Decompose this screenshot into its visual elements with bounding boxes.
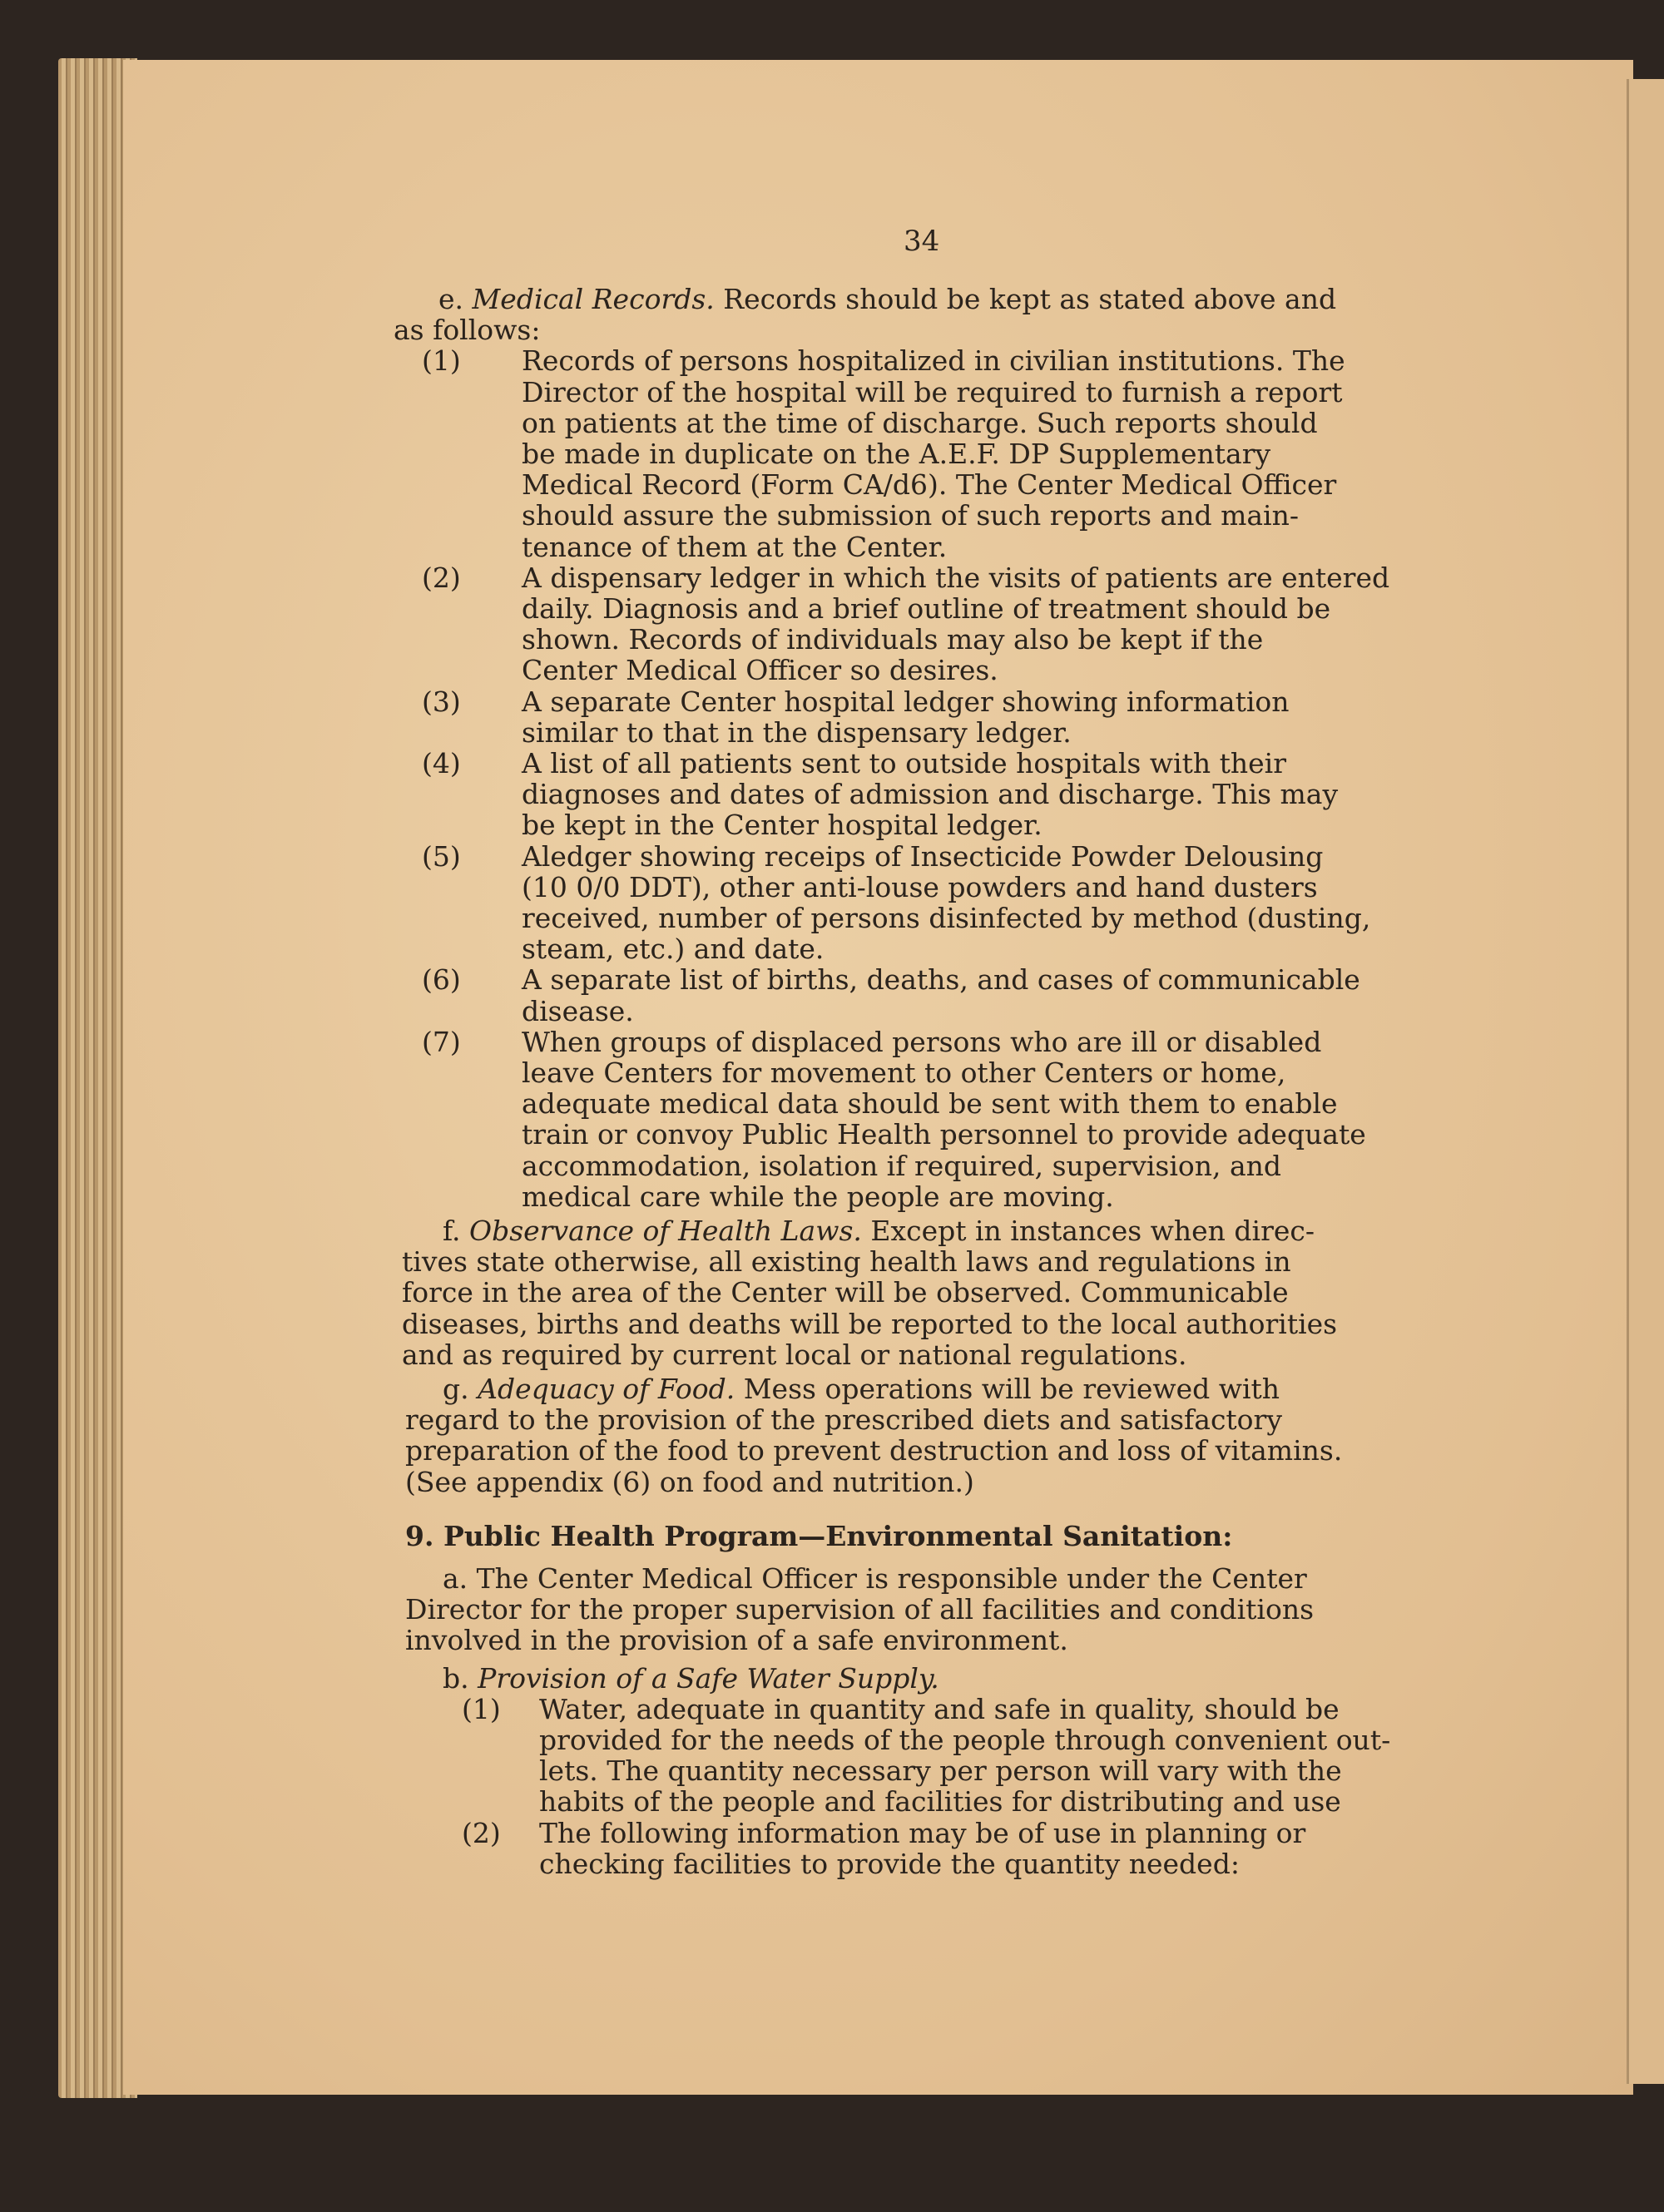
section-g-text: Mess operations will be reviewed with bbox=[735, 1373, 1280, 1405]
section-f-text: Except in instances when direc- bbox=[861, 1215, 1315, 1247]
item-e-7-number: (7) bbox=[422, 1025, 461, 1058]
item-b-1-line: Water, adequate in quantity and safe in quality, should be bbox=[539, 1692, 1340, 1725]
item-e-6-line: A separate list of births, deaths, and cases of communicable bbox=[522, 963, 1360, 997]
section-f-line: diseases, births and deaths will be reported to the local authorities bbox=[402, 1307, 1338, 1340]
section-e-first-line bbox=[438, 283, 1336, 315]
item-e-1-line: on patients at the time of discharge. Such reports should bbox=[522, 406, 1318, 439]
section-g-label: g. bbox=[443, 1373, 478, 1405]
section-g-line: (See appendix (6) on food and nutrition.) bbox=[405, 1465, 974, 1498]
section-9-heading: 9. Public Health Program—Environmental Sanitation: bbox=[405, 1519, 1233, 1552]
section-f-line: and as required by current local or national regulations. bbox=[402, 1338, 1187, 1371]
section-g-heading: Adequacy of Food. bbox=[478, 1373, 735, 1405]
item-e-3-line: similar to that in the dispensary ledger. bbox=[522, 715, 1072, 749]
item-b-2-line: checking facilities to provide the quantity needed: bbox=[539, 1847, 1240, 1880]
item-e-4-line: A list of all patients sent to outside hospitals with their bbox=[522, 747, 1286, 779]
item-e-5-number: (5) bbox=[422, 839, 461, 873]
item-e-1-line: should assure the submission of such reports and main- bbox=[522, 499, 1300, 532]
item-b-1-line: lets. The quantity necessary per person will vary with the bbox=[539, 1754, 1342, 1788]
item-e-5-line: steam, etc.) and date. bbox=[522, 933, 825, 966]
item-e-2-line: A dispensary ledger in which the visits of patients are entered bbox=[522, 561, 1390, 594]
section-9b-heading-line bbox=[443, 1662, 939, 1695]
section-9a-line: Director for the proper supervision of all facilities and conditions bbox=[405, 1593, 1315, 1626]
item-e-4-number: (4) bbox=[422, 747, 461, 779]
item-b-1-line: habits of the people and facilities for distributing and use bbox=[539, 1785, 1341, 1819]
item-e-5-line: received, number of persons disinfected by method (dusting, bbox=[522, 902, 1371, 934]
section-f-heading: Observance of Health Laws. bbox=[469, 1215, 862, 1247]
section-f-line: force in the area of the Center will be observed. Communicable bbox=[402, 1276, 1289, 1309]
item-e-2-number: (2) bbox=[422, 561, 461, 594]
item-e-1-line: Director of the hospital will be required to furnish a report bbox=[522, 375, 1343, 408]
section-f-line: tives state otherwise, all existing health laws and regulations in bbox=[402, 1245, 1291, 1279]
item-e-7-line: When groups of displaced persons who are ill or disabled bbox=[522, 1025, 1322, 1058]
item-e-1-line: Records of persons hospitalized in civilian institutions. The bbox=[522, 344, 1345, 378]
section-e-line2: as follows: bbox=[394, 314, 541, 347]
item-e-7-line: accommodation, isolation if required, supervision, and bbox=[522, 1149, 1282, 1182]
item-e-2-line: shown. Records of individuals may also be kept if the bbox=[522, 623, 1264, 656]
section-g-line: preparation of the food to prevent destruction and loss of vitamins. bbox=[405, 1434, 1343, 1467]
item-e-3-line: A separate Center hospital ledger showing information bbox=[522, 685, 1290, 718]
section-g-first-line bbox=[443, 1373, 1280, 1405]
section-9a-line: involved in the provision of a safe environment. bbox=[405, 1624, 1068, 1657]
item-e-7-line: medical care while the people are moving. bbox=[522, 1180, 1114, 1213]
item-e-1-number: (1) bbox=[422, 344, 461, 378]
section-9a-first-line: a. The Center Medical Officer is responsible under the Center bbox=[443, 1562, 1307, 1595]
item-b-2-line: The following information may be of use in planning or bbox=[539, 1816, 1306, 1849]
section-g-line: regard to the provision of the prescribed diets and satisfactory bbox=[405, 1403, 1282, 1437]
item-e-4-line: diagnoses and dates of admission and discharge. This may bbox=[522, 778, 1339, 811]
facing-page-edge bbox=[1627, 79, 1664, 2084]
item-e-3-number: (3) bbox=[422, 685, 461, 718]
item-e-1-line: tenance of them at the Center. bbox=[522, 530, 948, 563]
item-b-2-number: (2) bbox=[462, 1816, 501, 1849]
item-e-6-number: (6) bbox=[422, 963, 461, 997]
page-number: 34 bbox=[904, 225, 940, 258]
item-e-4-line: be kept in the Center hospital ledger. bbox=[522, 809, 1042, 842]
section-e-text: Records should be kept as stated above and bbox=[714, 283, 1337, 315]
section-e-label: e. bbox=[438, 283, 473, 315]
item-e-7-line: train or convoy Public Health personnel to provide adequate bbox=[522, 1118, 1366, 1151]
item-e-5-line: (10 0/0 DDT), other anti-louse powders and hand dusters bbox=[522, 870, 1318, 903]
section-f-label: f. bbox=[443, 1215, 470, 1247]
section-9b-label: b. bbox=[443, 1661, 478, 1695]
section-f-first-line bbox=[443, 1215, 1315, 1247]
item-e-7-line: leave Centers for movement to other Centers or home, bbox=[522, 1057, 1286, 1089]
item-e-6-line: disease. bbox=[522, 994, 634, 1027]
section-9b-heading: Provision of a Safe Water Supply. bbox=[478, 1661, 939, 1695]
item-e-2-line: Center Medical Officer so desires. bbox=[522, 654, 998, 687]
item-e-7-line: adequate medical data should be sent with them to enable bbox=[522, 1087, 1338, 1121]
item-b-1-line: provided for the needs of the people through convenient out- bbox=[539, 1724, 1391, 1756]
item-e-5-line: Aledger showing receips of Insecticide Powder Delousing bbox=[522, 839, 1324, 873]
item-b-1-number: (1) bbox=[462, 1692, 501, 1725]
item-e-1-line: be made in duplicate on the A.E.F. DP Supplementary bbox=[522, 438, 1271, 470]
section-e-heading: Medical Records. bbox=[472, 283, 715, 315]
item-e-2-line: daily. Diagnosis and a brief outline of treatment should be bbox=[522, 592, 1331, 625]
item-e-1-line: Medical Record (Form CA/d6). The Center Medical Officer bbox=[522, 468, 1337, 502]
